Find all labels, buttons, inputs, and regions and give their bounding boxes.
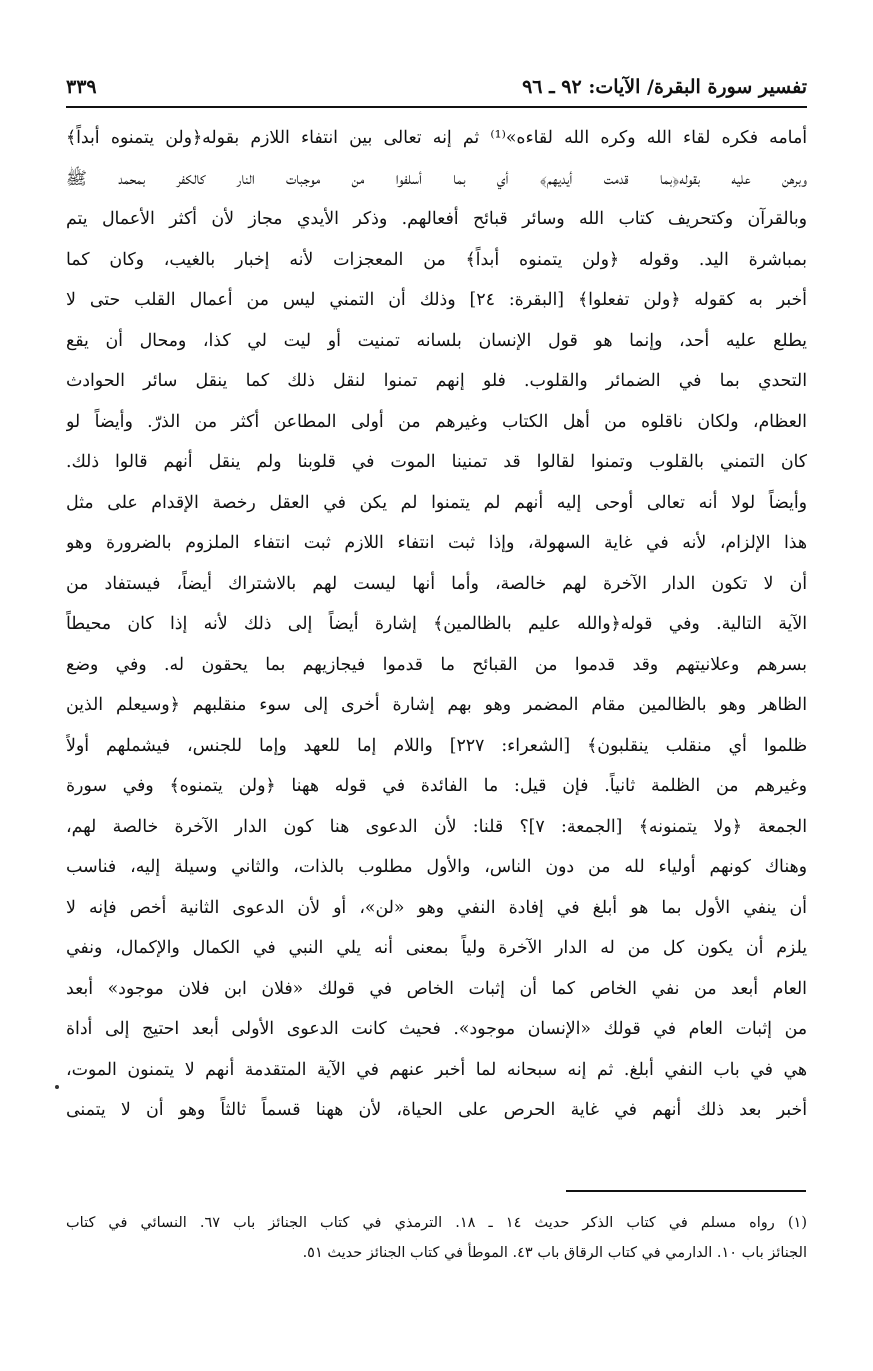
text-line: الظاهر وهو بالظالمين مقام المضمر وهو بهم إشارة أخرى إلى سوء منقلبهم ﴿وسيعلم الذين — [66, 695, 807, 715]
text-line: أمامه فكره لقاء الله وكره الله لقاءه»⁽¹⁾ ثم إنه تعالى بين انتفاء اللازم بقوله﴿ولن يتمنوه أبداً﴾ — [66, 128, 807, 148]
text-line: ظلموا أي منقلب ينقلبون﴾ [الشعراء: ٢٢٧] واللام إما للعهد وإما للجنس، فيشملهم أولاً — [66, 735, 807, 756]
text-line: كان التمني بالقلوب وتمنوا لقالوا قد تمنينا الموت في قلوبنا ولم ينقل أنهم قالوا ذلك. — [66, 452, 807, 472]
text-line: العظام، ولكان ناقلوه من أهل الكتاب وغيرهم من أولى المطاعن أكثر من الذرّ. وأيضاً لو — [66, 411, 807, 432]
text-line: هي في باب النفي أبلغ. ثم إنه سبحانه لما أخبر عنهم في الآية المتقدمة أنهم لا يتمنون الموت، — [66, 1059, 807, 1080]
footnote-line: الجنائز باب ١٠. الدارمي في كتاب الرقاق باب ٤٣. الموطأ في كتاب الجنائز حديث ٥١. — [302, 1245, 807, 1261]
footnote-rule — [566, 1190, 806, 1192]
text-line: وبرهن عليه بقوله﴿بما قدمت أيديهم﴾ أي بما أسلفوا من موجبات النار كالكفر بمحمد ﷺ — [66, 168, 807, 189]
text-line: هذا الإلزام، لأنه في غاية السهولة، وإذا ثبت انتفاء اللازم ثبت انتفاء الملزوم بالضرورة وهو — [66, 533, 807, 553]
page-header — [66, 70, 807, 104]
text-line: الجمعة ﴿ولا يتمنونه﴾ [الجمعة: ٧]؟ قلنا: لأن الدعوى هنا كون الدار الآخرة خالصة لهم، — [66, 816, 807, 837]
body-text — [66, 118, 807, 1131]
text-line: وهناك كونهم أولياء لله من دون الناس، والأول مطلوب بالذات، والثاني وسيلة إليه، فناسب — [66, 857, 807, 877]
text-line: العام أبعد من نفي الخاص كما أن إثبات الخاص في قولك «فلان ابن فلان موجود» أبعد — [66, 978, 807, 999]
text-line: أن ينفي الأول بما هو أبلغ في إفادة النفي وهو «لن»، أو لأن الدعوى الثانية أخص فإنه لا — [66, 897, 807, 918]
margin-mark — [55, 1085, 59, 1089]
header-rule — [66, 106, 807, 108]
text-line: بمباشرة اليد. وقوله ﴿ولن يتمنوه أبداً﴾ من المعجزات لأنه إخبار بالغيب، وكان كما — [66, 249, 807, 270]
text-line: يلزم أن يكون كل من له الدار الآخرة ولياً بمعنى أنه يلي النبي في الكمال والإكمال، ونفي — [66, 938, 807, 958]
text-line: من إثبات العام في قولك «الإنسان موجود». فحيث كانت الدعوى الأولى أبعد احتيج إلى أداة — [66, 1019, 807, 1039]
footnotes — [66, 1208, 807, 1268]
text-line: وبالقرآن وكتحريف كتاب الله وسائر قبائح أفعالهم. وذكر الأيدي مجاز لأن أكثر الأعمال يتم — [66, 209, 807, 229]
footnote-line: (١) رواه مسلم في كتاب الذكر حديث ١٤ ـ ١٨. الترمذي في كتاب الجنائز باب ٦٧. النسائي في كتاب — [66, 1215, 807, 1231]
text-line: بسرهم وعلانيتهم وقد قدموا من القبائح ما قدموا فيجازيهم بما يحقون له. وفي وضع — [66, 654, 807, 675]
running-title: تفسير سورة البقرة/ الآيات: ٩٢ ـ ٩٦ — [522, 76, 807, 98]
text-line: وغيرهم من الظلمة ثانياً. فإن قيل: ما الفائدة في قوله ههنا ﴿ولن يتمنوه﴾ وفي سورة — [66, 776, 807, 796]
text-line: الآية التالية. وفي قوله﴿والله عليم بالظالمين﴾ إشارة أيضاً إلى ذلك لأنه إذا كان محيطاً — [66, 614, 807, 634]
text-line: أخبر بعد ذلك أنهم في غاية الحرص على الحياة، لأن ههنا قسماً ثالثاً وهو أن لا يتمنى — [66, 1100, 807, 1120]
text-line: وأيضاً لولا أنه تعالى أوحى إليه أنهم لم يتمنوا لم يكن في العقل رخصة الإقدام على مثل — [66, 492, 807, 513]
text-line: يطلع عليه أحد، وإنما هو قول الإنسان بلسانه تمنيت أو ليت لي كذا، ومحال أن يقع — [66, 330, 807, 351]
page-number: ٣٣٩ — [66, 76, 97, 98]
text-line: أن لا تكون الدار الآخرة لهم خالصة، وأما أنها ليست لهم بالاشتراك أيضاً، فيستفاد من — [66, 573, 807, 594]
text-line: أخبر به كقوله ﴿ولن تفعلوا﴾ [البقرة: ٢٤] وذلك أن التمني ليس من أعمال القلب حتى لا — [66, 290, 807, 310]
text-line: التحدي بما في الضمائر والقلوب. فلو إنهم تمنوا لنقل ذلك كما ينقل سائر الحوادث — [66, 371, 807, 391]
